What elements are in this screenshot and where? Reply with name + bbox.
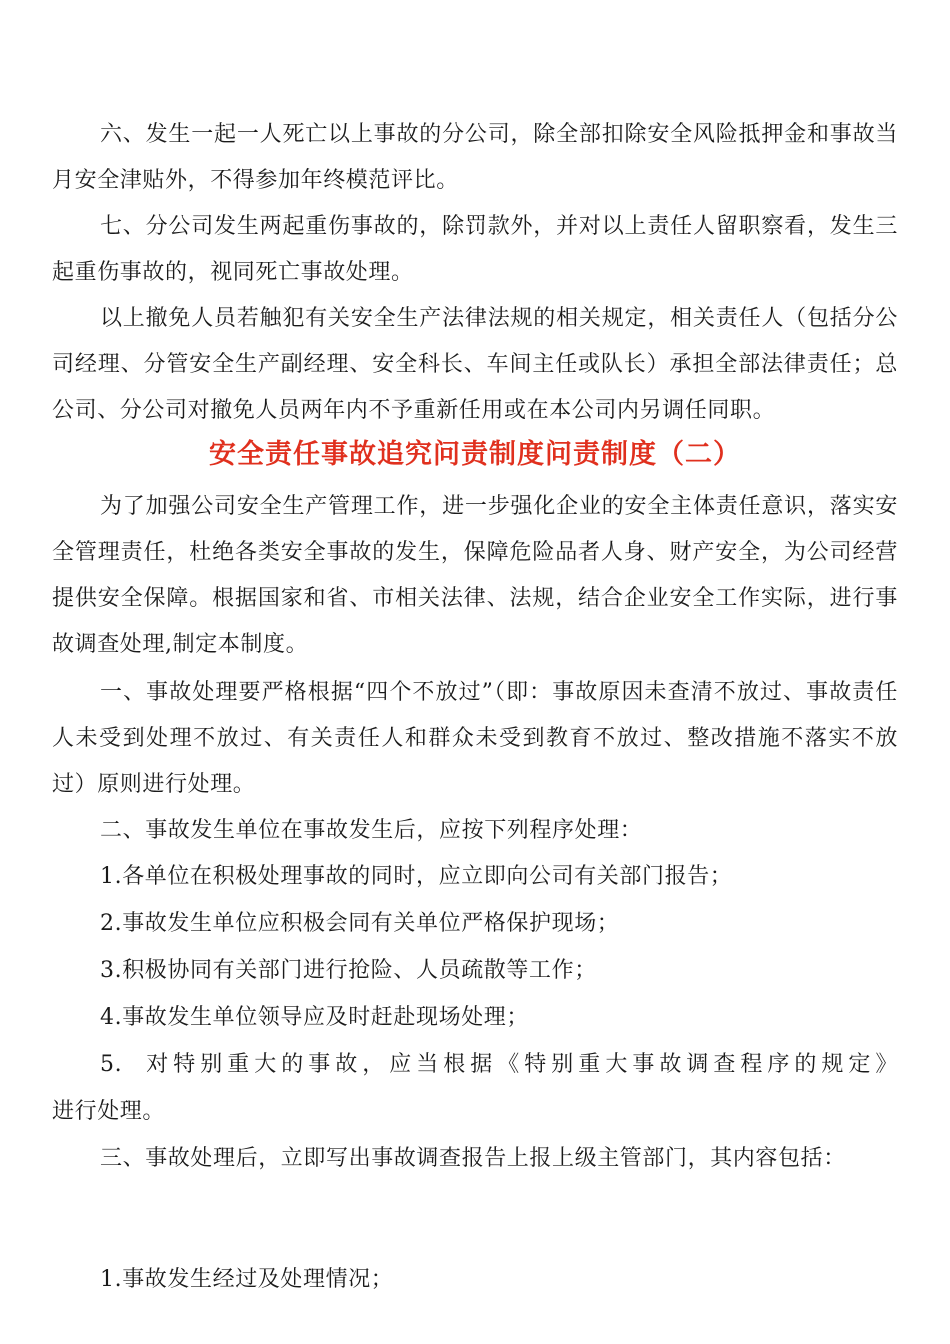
- paragraph-dismissal: 以上撤免人员若触犯有关安全生产法律法规的相关规定，相关责任人（包括分公司经理、分管安全生产副经理、安全科长、车间主任或队长）承担全部法律责任；总公司、分公司对撤免人员两年内不予重新任用或在本公司内另调任同职。: [52, 306, 898, 423]
- paragraph-principle: 一、事故处理要严格根据“四个不放过”（即：事故原因未查清不放过、事故责任人未受到处理不放过、有关责任人和群众未受到教育不放过、整改措施不落实不放过）原则进行处理。: [52, 680, 898, 797]
- procedure-heading: 二、事故发生单位在事故发生后，应按下列程序处理：: [100, 818, 643, 843]
- procedure-item-5-line2: 进行处理。: [52, 1099, 166, 1124]
- procedure-item-5-line1: 5. 对特别重大的事故，应当根据《特别重大事故调查程序的规定》: [100, 1052, 898, 1077]
- procedure-item-4: 4.事故发生单位领导应及时赶赴现场处理；: [100, 1005, 529, 1030]
- report-item-1: 1.事故发生经过及处理情况；: [100, 1267, 394, 1292]
- section-title: 安全责任事故追究问责制度问责制度（二）: [209, 439, 741, 470]
- procedure-item-1: 1.各单位在积极处理事故的同时，应立即向公司有关部门报告；: [100, 864, 733, 889]
- paragraph-six: 六、发生一起一人死亡以上事故的分公司，除全部扣除安全风险抵押金和事故当月安全津贴外，不得参加年终模范评比。: [52, 122, 898, 193]
- procedure-item-2: 2.事故发生单位应积极会同有关单位严格保护现场；: [100, 911, 620, 936]
- procedure-item-3: 3.积极协同有关部门进行抢险、人员疏散等工作；: [100, 958, 597, 983]
- paragraph-seven: 七、分公司发生两起重伤事故的，除罚款外，并对以上责任人留职察看，发生三起重伤事故的，视同死亡事故处理。: [52, 214, 898, 285]
- paragraph-intro: 为了加强公司安全生产管理工作，进一步强化企业的安全主体责任意识，落实安全管理责任，杜绝各类安全事故的发生，保障危险品者人身、财产安全，为公司经营提供安全保障。根据国家和省、市相关法律、法规，结合企业安全工作实际，进行事故调查处理,制定本制度。: [52, 494, 898, 657]
- report-heading: 三、事故处理后，立即写出事故调查报告上报上级主管部门，其内容包括：: [100, 1146, 846, 1171]
